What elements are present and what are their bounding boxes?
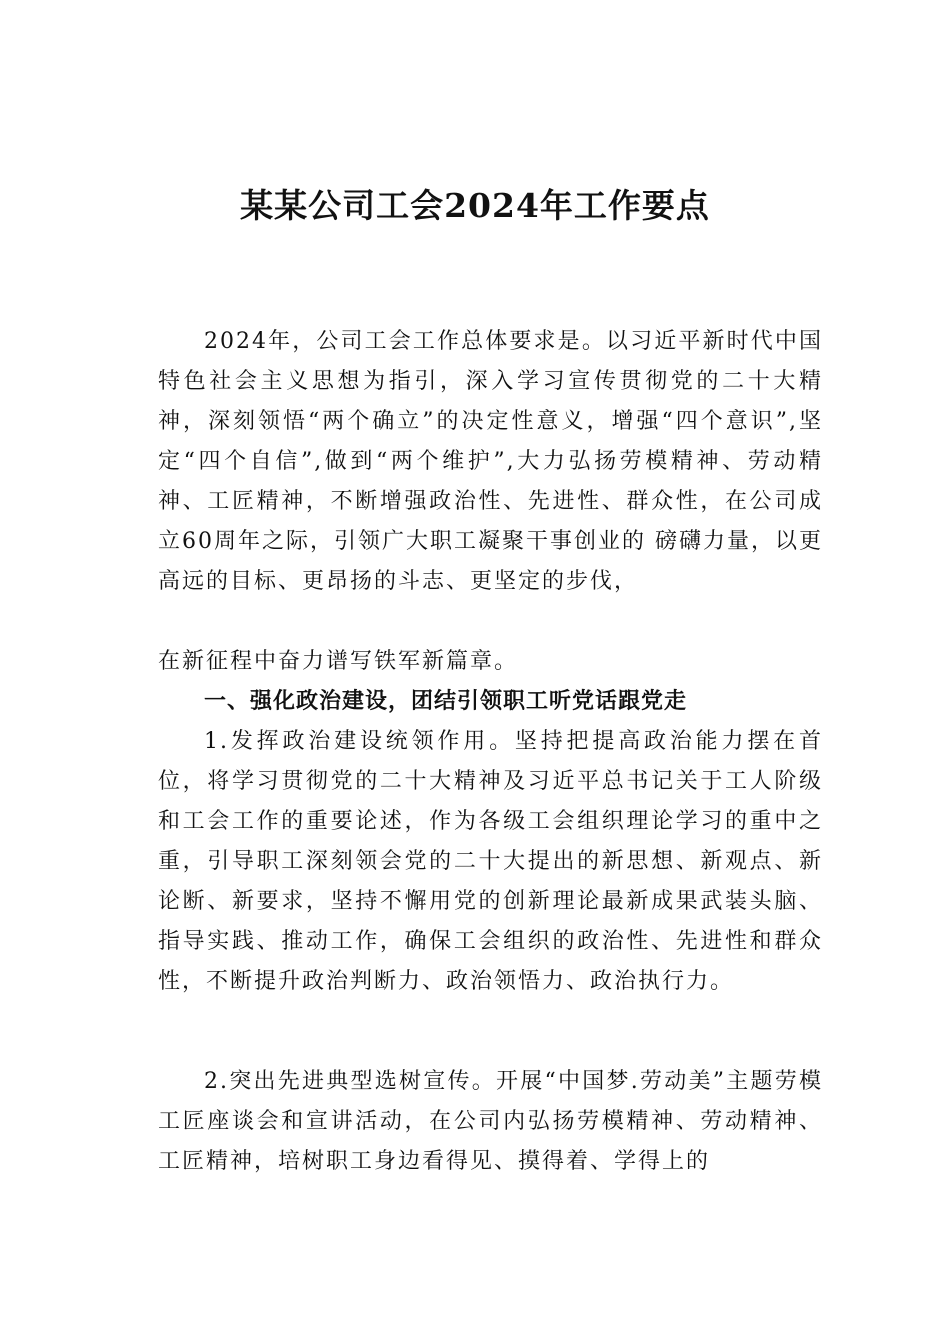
list-item-1: 1.发挥政治建设统领作用。坚持把提高政治能力摆在首位，将学习贯彻党的二十大精神及习近平总书记关于工人阶级和工会工作的重要论述，作为各级工会组织理论学习的重中之重，引导职工深刻领会党的二十大提出的新思想、新观点、新论断、新要求，坚持不懈用党的创新理论最新成果武装头脑、指导实践、推动工作，确保工会组织的政治性、先进性和群众性，不断提升政治判断力、政治领悟力、政治执行力。 [158, 729, 823, 994]
section-heading-1: 一、强化政治建设，团结引领职工听党话跟党走 [204, 689, 688, 714]
intro-paragraph: 2024年，公司工会工作总体要求是。以习近平新时代中国特色社会主义思想为指引，深入学习宣传贯彻党的二十大精神，深刻领悟“两个确立”的决定性意义，增强“四个意识”,坚定“四个自信”,做到“两个维护”,大力弘扬劳模精神、劳动精神、工匠精神，不断增强政治性、先进性、群众性，在公司成立60周年之际，引领广大职工凝聚干事创业的 磅礴力量，以更高远的目标、更昂扬的斗志、更坚定的步伐， [158, 329, 823, 594]
document-title: 某某公司工会2024年工作要点 [240, 186, 710, 225]
list-item-2: 2.突出先进典型选树宣传。开展“中国梦.劳动美”主题劳模工匠座谈会和宣讲活动，在公司内弘扬劳模精神、劳动精神、工匠精神，培树职工身边看得见、摸得着、学得上的 [158, 1069, 823, 1174]
intro-continuation: 在新征程中奋力谱写铁军新篇章。 [158, 649, 519, 674]
